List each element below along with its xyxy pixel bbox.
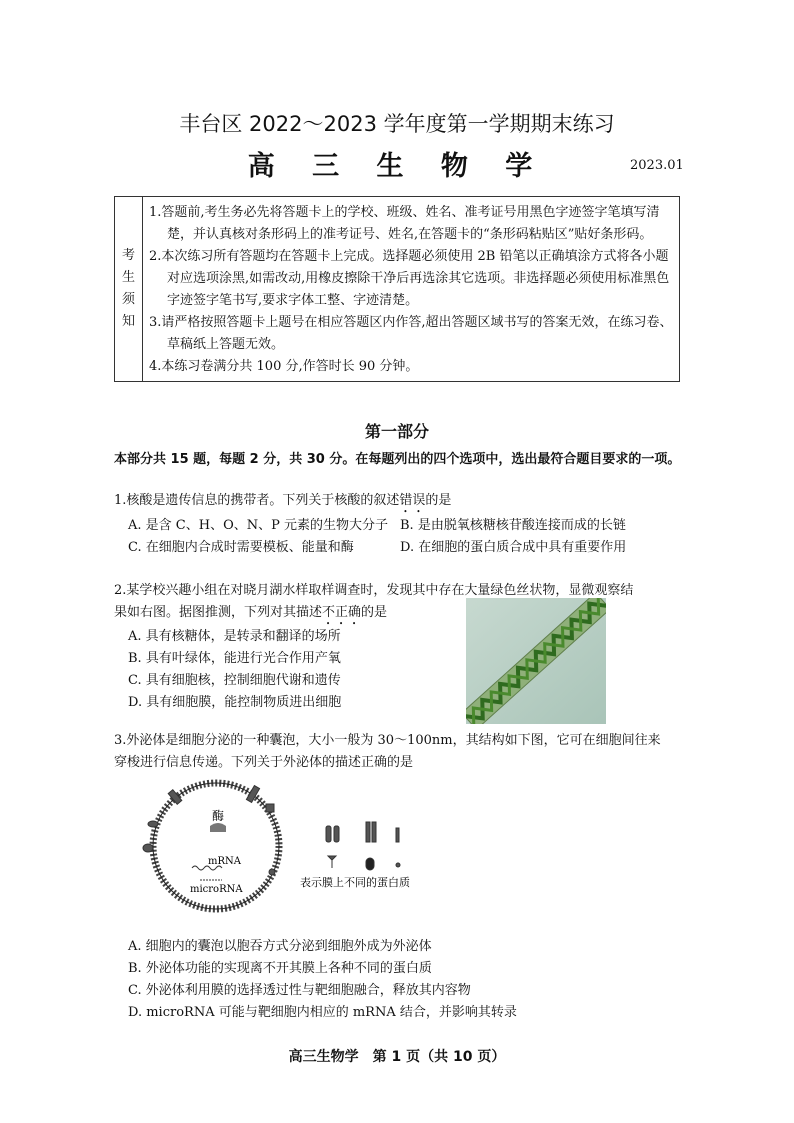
option-c: C. 具有细胞核，控制细胞代谢和遗传 — [128, 673, 341, 688]
page-footer: 高三生物学 第 1 页（共 10 页） — [288, 1049, 506, 1065]
question-1 — [114, 490, 684, 516]
question-stem: 2.某学校兴趣小组在对晓月湖水样取样调查时，发现其中存在大量绿色丝状物，显微观察结 — [114, 583, 634, 598]
option-d: D. 具有细胞膜，能控制物质进出细胞 — [128, 695, 342, 710]
legend-label: 表示膜上不同的蛋白质 — [300, 876, 410, 889]
mrna-label: mRNA — [208, 856, 241, 867]
notice-label — [115, 197, 143, 382]
algae-micrograph — [466, 598, 606, 724]
option-b: B. 外泌体功能的实现离不开其膜上各种不同的蛋白质 — [128, 961, 432, 976]
exosome-diagram — [138, 776, 458, 916]
option-d: D. microRNA 可能与靶细胞内相应的 mRNA 结合，并影响其转录 — [128, 1005, 517, 1020]
exosome-svg — [138, 776, 458, 916]
enzyme-label: 酶 — [212, 809, 225, 823]
option-c: C. 在细胞内合成时需要模板、能量和酶 — [128, 540, 354, 555]
stem-text: 的是 — [361, 605, 388, 620]
stem-emphasis: 错误 — [399, 493, 426, 508]
part-title: 第一部分 — [364, 422, 429, 441]
legend-proteins — [326, 822, 400, 870]
option-b: B. 是由脱氧核糖核苷酸连接而成的长链 — [400, 518, 626, 533]
question-stem: 3.外泌体是细胞分泌的一种囊泡，大小一般为 30～100nm，其结构如下图，它可在细胞间往来 — [114, 733, 661, 748]
exam-title: 丰台区 2022～2023 学年度第一学期期末练习 — [179, 112, 615, 136]
option-a: A. 具有核糖体，是转录和翻译的场所 — [128, 629, 341, 644]
microrna-label: microRNA — [190, 884, 243, 895]
question-stem: 穿梭进行信息传递。下列关于外泌体的描述正确的是 — [114, 755, 414, 770]
stem-text: 果如右图。据图推测，下列对其描述 — [114, 605, 323, 620]
enzyme-shape — [210, 823, 226, 832]
notice-rule: 1.答题前,考生务必先将答题卡上的学校、班级、姓名、准考证号用黑色字迹签字笔填写清楚，并认真核对条形码上的准考证号、姓名,在答题卡的“条形码粘贴区”贴好条形码。 — [149, 205, 660, 242]
option-c: C. 外泌体利用膜的选择透过性与靶细胞融合，释放其内容物 — [128, 983, 471, 998]
stem-text: 的是 — [425, 493, 452, 508]
subject-title: 高 三 生 物 学 — [247, 151, 547, 182]
notice-rule: 2.本次练习所有答题均在答题卡上完成。选择题必须使用 2B 铅笔以正确填涂方式将各小题对应选项涂黑,如需改动,用橡皮擦除干净后再选涂其它选项。非选择题必须使用标准黑色字迹签字笔书写,要求字体工整、字迹清楚。 — [149, 249, 670, 308]
notice-label-char: 知 — [121, 314, 135, 329]
question-3 — [114, 730, 684, 774]
part-instructions: 本部分共 15 题，每题 2 分，共 30 分。在每题列出的四个选项中，选出最符合题目要求的一项。 — [114, 452, 681, 467]
exam-date: 2023.01 — [630, 158, 684, 173]
stem-emphasis: 不正确 — [322, 605, 362, 620]
notice-rule: 3.请严格按照答题卡上题号在相应答题区内作答,超出答题区域书写的答案无效，在练习卷、草稿纸上答题无效。 — [149, 315, 673, 352]
exam-notice-table — [114, 196, 680, 382]
option-d: D. 在细胞的蛋白质合成中具有重要作用 — [400, 540, 627, 555]
option-b: B. 具有叶绿体，能进行光合作用产氧 — [128, 651, 341, 666]
notice-rules — [143, 197, 680, 382]
notice-label-char: 须 — [121, 292, 135, 307]
option-a: A. 细胞内的囊泡以胞吞方式分泌到细胞外成为外泌体 — [128, 939, 432, 954]
stem-text: 1.核酸是遗传信息的携带者。下列关于核酸的叙述 — [114, 493, 400, 508]
notice-label-char: 生 — [121, 270, 135, 285]
notice-rule: 4.本练习卷满分共 100 分,作答时长 90 分钟。 — [149, 359, 419, 374]
option-a: A. 是含 C、H、O、N、P 元素的生物大分子 — [128, 518, 388, 533]
algae-filament-image — [466, 598, 606, 724]
notice-label-char: 考 — [121, 248, 135, 263]
question-stem — [114, 490, 684, 516]
